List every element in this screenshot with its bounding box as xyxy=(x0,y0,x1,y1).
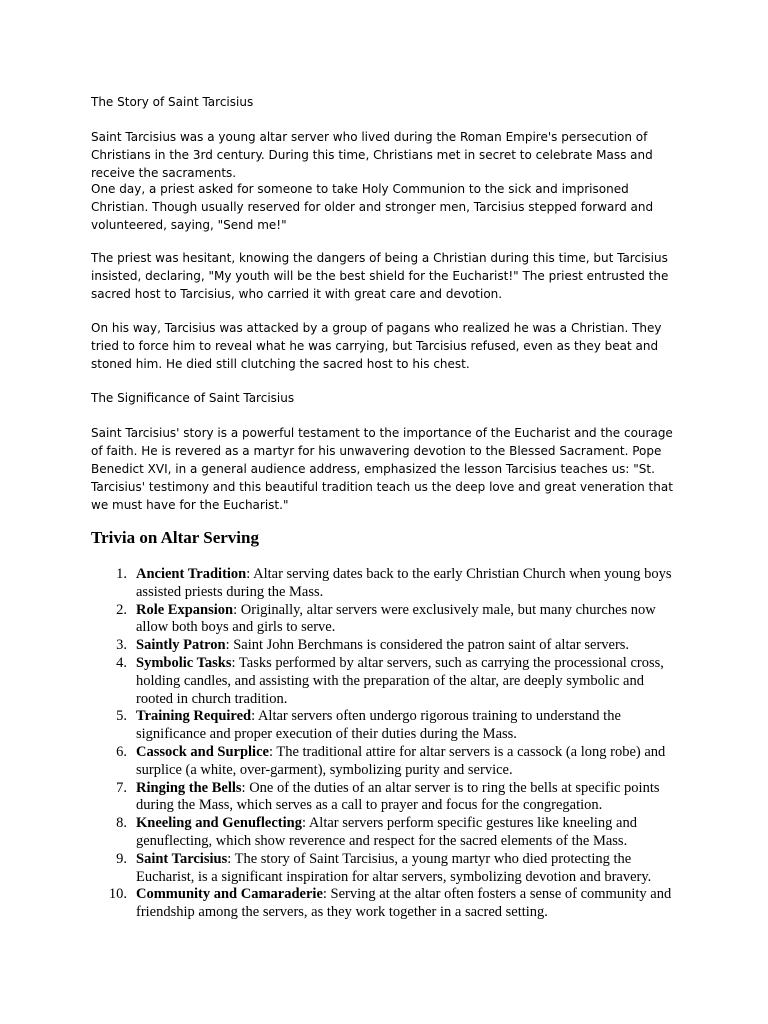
item-number: 2. xyxy=(116,601,127,618)
item-number: 1. xyxy=(116,566,127,582)
item-term: Ringing the Bells xyxy=(136,779,242,796)
item-text: : One of the duties of an altar server is to ring the bells at specific points during the Mass, which serves as a call to prayer and focus for the congregation. xyxy=(136,779,660,814)
story-title: The Story of Saint Tarcisius xyxy=(91,95,254,109)
trivia-item xyxy=(91,566,681,602)
significance-title: The Significance of Saint Tarcisius xyxy=(91,391,295,405)
item-number: 7. xyxy=(116,779,127,796)
item-number: 3. xyxy=(116,637,127,654)
story-paragraph: The priest was hesitant, knowing the dangers of being a Christian during this time, but Tarcisius insisted, declaring, "My youth will be the best shield for the Eucharist!" The priest entrusted the sacred host to Tarcisius, who carried it with great care and devotion. xyxy=(91,251,669,301)
trivia-item xyxy=(91,886,681,922)
item-term: Role Expansion xyxy=(136,601,234,618)
trivia-item xyxy=(91,851,681,887)
item-text: : Tasks performed by altar servers, such as carrying the processional cross, holding candles, and assisting with the preparation of the altar, are deeply symbolic and rooted in church tradition. xyxy=(136,654,664,707)
trivia-list xyxy=(91,566,681,922)
item-number: 5. xyxy=(116,708,127,725)
story-paragraph: One day, a priest asked for someone to take Holy Communion to the sick and imprisoned Christian. Though usually reserved for older and stronger men, Tarcisius stepped forward and volunteered, saying, "Send me!" xyxy=(91,182,654,232)
trivia-item xyxy=(91,708,681,744)
item-term: Community and Camaraderie xyxy=(136,886,323,903)
trivia-item xyxy=(91,744,681,780)
item-number: 6. xyxy=(116,743,127,760)
item-text: : Serving at the altar often fosters a sense of community and friendship among the servers, as they work together in a sacred setting. xyxy=(136,886,672,921)
item-term: Symbolic Tasks xyxy=(136,654,232,671)
item-number: 9. xyxy=(116,850,127,867)
item-term: Cassock and Surplice xyxy=(136,743,269,760)
trivia-heading: Trivia on Altar Serving xyxy=(91,528,259,547)
item-text: : Altar servers often undergo rigorous training to understand the significance and proper execution of their duties during the Mass. xyxy=(136,708,621,743)
item-term: Kneeling and Genuflecting xyxy=(136,815,302,832)
item-term: Ancient Tradition xyxy=(136,566,247,582)
story-paragraph: Saint Tarcisius was a young altar server who lived during the Roman Empire's persecution of Christians in the 3rd century. During this time, Christians met in secret to celebrate Mass and receive the sacraments. xyxy=(91,130,653,180)
item-text: : Saint John Berchmans is considered the patron saint of altar servers. xyxy=(225,637,630,654)
item-term: Saint Tarcisius xyxy=(136,850,228,867)
item-number: 4. xyxy=(116,654,127,671)
trivia-item xyxy=(91,780,681,816)
trivia-item xyxy=(91,815,681,851)
story-paragraph: On his way, Tarcisius was attacked by a group of pagans who realized he was a Christian. They tried to force him to reveal what he was carrying, but Tarcisius refused, even as they beat and stoned him. He died still clutching the sacred host to his chest. xyxy=(91,321,662,371)
item-text: : Originally, altar servers were exclusively male, but many churches now allow both boys and girls to serve. xyxy=(136,601,656,636)
significance-paragraph: Saint Tarcisius' story is a powerful testament to the importance of the Eucharist and the courage of faith. He is revered as a martyr for his unwavering devotion to the Blessed Sacrament. Pope Benedict XVI, in a general audience address, emphasized the lesson Tarcisius teaches us: "St. Tarcisius' testimony and this beautiful tradition teach us the deep love and great veneration that we must have for the Eucharist." xyxy=(91,426,673,512)
item-number: 8. xyxy=(116,815,127,832)
item-term: Training Required xyxy=(136,708,252,725)
item-text: : The story of Saint Tarcisius, a young martyr who died protecting the Eucharist, is a significant inspiration for altar servers, symbolizing devotion and bravery. xyxy=(136,850,652,885)
item-text: : Altar servers perform specific gestures like kneeling and genuflecting, which show reverence and respect for the sacred elements of the Mass. xyxy=(136,815,637,849)
item-text: : The traditional attire for altar servers is a cassock (a long robe) and surplice (a white, over-garment), symbolizing purity and service. xyxy=(136,743,666,778)
item-number: 10. xyxy=(108,886,127,903)
trivia-item xyxy=(91,637,681,655)
trivia-item xyxy=(91,655,681,708)
trivia-item xyxy=(91,602,681,638)
item-text: : Altar serving dates back to the early Christian Church when young boys assisted priests during the Mass. xyxy=(136,566,672,600)
item-term: Saintly Patron xyxy=(136,637,226,654)
